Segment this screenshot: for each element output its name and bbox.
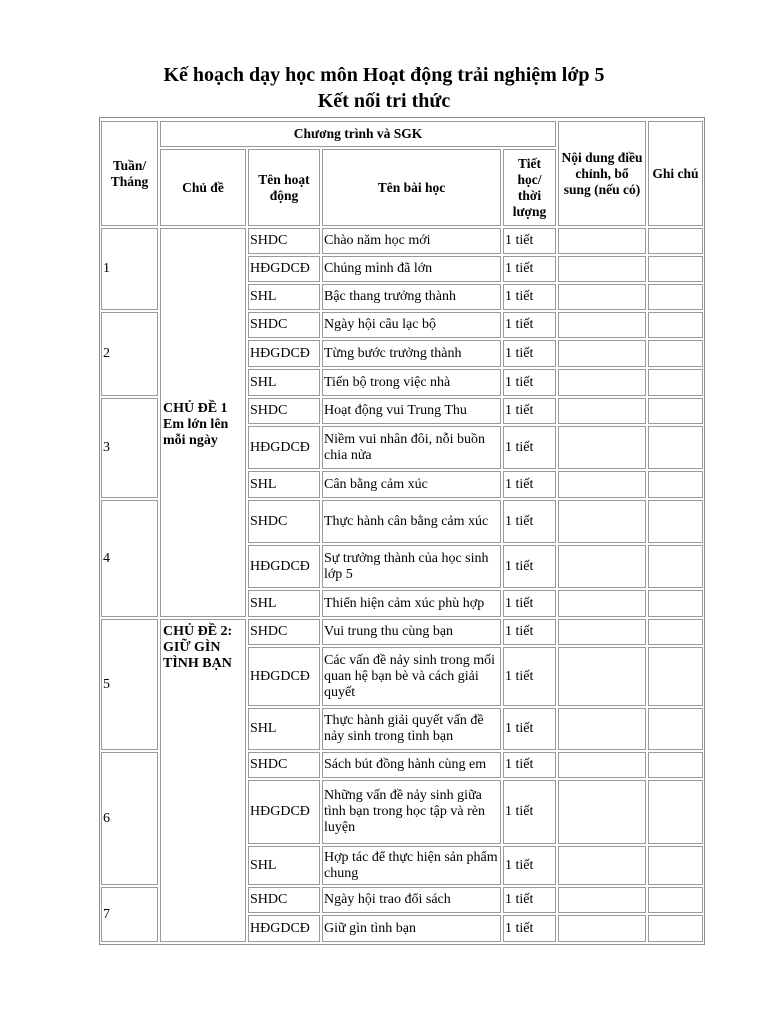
header-chu-de: Chủ đề xyxy=(160,149,246,226)
adjustment-cell xyxy=(558,846,646,885)
lesson-cell: Từng bước trưởng thành xyxy=(322,340,501,367)
note-cell xyxy=(648,312,703,338)
activity-cell: HĐGDCĐ xyxy=(248,780,320,844)
lesson-cell: Những vấn đề nảy sinh giữa tình bạn trong học tập và rèn luyện xyxy=(322,780,501,844)
activity-cell: HĐGDCĐ xyxy=(248,426,320,469)
note-cell xyxy=(648,752,703,778)
time-cell: 1 tiết xyxy=(503,752,556,778)
header-chuong-trinh-sgk: Chương trình và SGK xyxy=(160,121,556,147)
activity-cell: HĐGDCĐ xyxy=(248,256,320,282)
adjustment-cell xyxy=(558,708,646,750)
time-cell: 1 tiết xyxy=(503,228,556,254)
adjustment-cell xyxy=(558,228,646,254)
adjustment-cell xyxy=(558,619,646,645)
note-cell xyxy=(648,780,703,844)
time-cell: 1 tiết xyxy=(503,369,556,396)
adjustment-cell xyxy=(558,887,646,913)
activity-cell: SHDC xyxy=(248,398,320,424)
lesson-cell: Ngày hội trao đổi sách xyxy=(322,887,501,913)
activity-cell: SHDC xyxy=(248,500,320,543)
header-ten-bai-hoc: Tên bài học xyxy=(322,149,501,226)
note-cell xyxy=(648,915,703,942)
adjustment-cell xyxy=(558,752,646,778)
activity-cell: SHL xyxy=(248,846,320,885)
activity-cell: SHL xyxy=(248,471,320,498)
activity-cell: HĐGDCĐ xyxy=(248,340,320,367)
note-cell xyxy=(648,887,703,913)
lesson-cell: Tiến bộ trong việc nhà xyxy=(322,369,501,396)
adjustment-cell xyxy=(558,369,646,396)
week-cell: 3 xyxy=(101,398,158,498)
activity-cell: SHDC xyxy=(248,228,320,254)
time-cell: 1 tiết xyxy=(503,619,556,645)
week-cell: 4 xyxy=(101,500,158,617)
week-cell: 2 xyxy=(101,312,158,396)
note-cell xyxy=(648,340,703,367)
adjustment-cell xyxy=(558,780,646,844)
time-cell: 1 tiết xyxy=(503,256,556,282)
activity-cell: SHDC xyxy=(248,619,320,645)
note-cell xyxy=(648,471,703,498)
time-cell: 1 tiết xyxy=(503,312,556,338)
note-cell xyxy=(648,619,703,645)
activity-cell: SHDC xyxy=(248,887,320,913)
lesson-cell: Thực hành giải quyết vấn đề nảy sinh trong tình bạn xyxy=(322,708,501,750)
lesson-cell: Chào năm học mới xyxy=(322,228,501,254)
adjustment-cell xyxy=(558,256,646,282)
week-cell: 6 xyxy=(101,752,158,885)
lesson-cell: Giữ gìn tình bạn xyxy=(322,915,501,942)
time-cell: 1 tiết xyxy=(503,780,556,844)
lesson-cell: Sách bút đồng hành cùng em xyxy=(322,752,501,778)
time-cell: 1 tiết xyxy=(503,915,556,942)
week-cell: 5 xyxy=(101,619,158,750)
time-cell: 1 tiết xyxy=(503,471,556,498)
lesson-cell: Cân bằng cảm xúc xyxy=(322,471,501,498)
topic-cell: CHỦ ĐỀ 1 Em lớn lên mỗi ngày xyxy=(160,228,246,617)
time-cell: 1 tiết xyxy=(503,545,556,588)
note-cell xyxy=(648,369,703,396)
time-cell: 1 tiết xyxy=(503,398,556,424)
adjustment-cell xyxy=(558,545,646,588)
adjustment-cell xyxy=(558,647,646,706)
lesson-cell: Bậc thang trưởng thành xyxy=(322,284,501,310)
activity-cell: SHDC xyxy=(248,312,320,338)
lesson-cell: Niềm vui nhân đôi, nỗi buồn chia nửa xyxy=(322,426,501,469)
note-cell xyxy=(648,426,703,469)
header-tuan-thang: Tuần/ Tháng xyxy=(101,121,158,226)
header-noi-dung-dieu-chinh: Nội dung điều chỉnh, bổ sung (nếu có) xyxy=(558,121,646,226)
lesson-cell: Chúng mình đã lớn xyxy=(322,256,501,282)
note-cell xyxy=(648,647,703,706)
activity-cell: HĐGDCĐ xyxy=(248,647,320,706)
adjustment-cell xyxy=(558,915,646,942)
lesson-cell: Ngày hội câu lạc bộ xyxy=(322,312,501,338)
adjustment-cell xyxy=(558,398,646,424)
note-cell xyxy=(648,545,703,588)
adjustment-cell xyxy=(558,500,646,543)
lesson-cell: Hoạt động vui Trung Thu xyxy=(322,398,501,424)
activity-cell: SHL xyxy=(248,369,320,396)
lesson-cell: Vui trung thu cùng bạn xyxy=(322,619,501,645)
adjustment-cell xyxy=(558,312,646,338)
activity-cell: HĐGDCĐ xyxy=(248,915,320,942)
lesson-cell: Thực hành cân bằng cảm xúc xyxy=(322,500,501,543)
adjustment-cell xyxy=(558,590,646,617)
topic-cell: CHỦ ĐỀ 2: GIỮ GÌN TÌNH BẠN xyxy=(160,619,246,942)
adjustment-cell xyxy=(558,340,646,367)
activity-cell: SHL xyxy=(248,284,320,310)
adjustment-cell xyxy=(558,471,646,498)
week-cell: 7 xyxy=(101,887,158,942)
week-cell: 1 xyxy=(101,228,158,310)
lesson-cell: Sự trưởng thành của học sinh lớp 5 xyxy=(322,545,501,588)
time-cell: 1 tiết xyxy=(503,647,556,706)
header-tiet-hoc: Tiết học/ thời lượng xyxy=(503,149,556,226)
adjustment-cell xyxy=(558,426,646,469)
time-cell: 1 tiết xyxy=(503,426,556,469)
time-cell: 1 tiết xyxy=(503,590,556,617)
note-cell xyxy=(648,708,703,750)
note-cell xyxy=(648,590,703,617)
lesson-cell: Hợp tác để thực hiện sản phẩm chung xyxy=(322,846,501,885)
header-ghi-chu: Ghi chú xyxy=(648,121,703,226)
time-cell: 1 tiết xyxy=(503,500,556,543)
activity-cell: SHDC xyxy=(248,752,320,778)
lesson-cell: Thiển hiện cảm xúc phù hợp xyxy=(322,590,501,617)
activity-cell: SHL xyxy=(248,708,320,750)
activity-cell: HĐGDCĐ xyxy=(248,545,320,588)
note-cell xyxy=(648,500,703,543)
note-cell xyxy=(648,846,703,885)
time-cell: 1 tiết xyxy=(503,887,556,913)
header-ten-hoat-dong: Tên hoạt động xyxy=(248,149,320,226)
activity-cell: SHL xyxy=(248,590,320,617)
lesson-cell: Các vấn đề nảy sinh trong mối quan hệ bạn bè và cách giải quyết xyxy=(322,647,501,706)
note-cell xyxy=(648,256,703,282)
note-cell xyxy=(648,284,703,310)
time-cell: 1 tiết xyxy=(503,284,556,310)
note-cell xyxy=(648,398,703,424)
time-cell: 1 tiết xyxy=(503,846,556,885)
time-cell: 1 tiết xyxy=(503,340,556,367)
page-title: Kế hoạch dạy học môn Hoạt động trải nghiệm lớp 5 xyxy=(163,64,605,86)
time-cell: 1 tiết xyxy=(503,708,556,750)
note-cell xyxy=(648,228,703,254)
adjustment-cell xyxy=(558,284,646,310)
page-subtitle: Kết nối tri thức xyxy=(317,90,451,112)
